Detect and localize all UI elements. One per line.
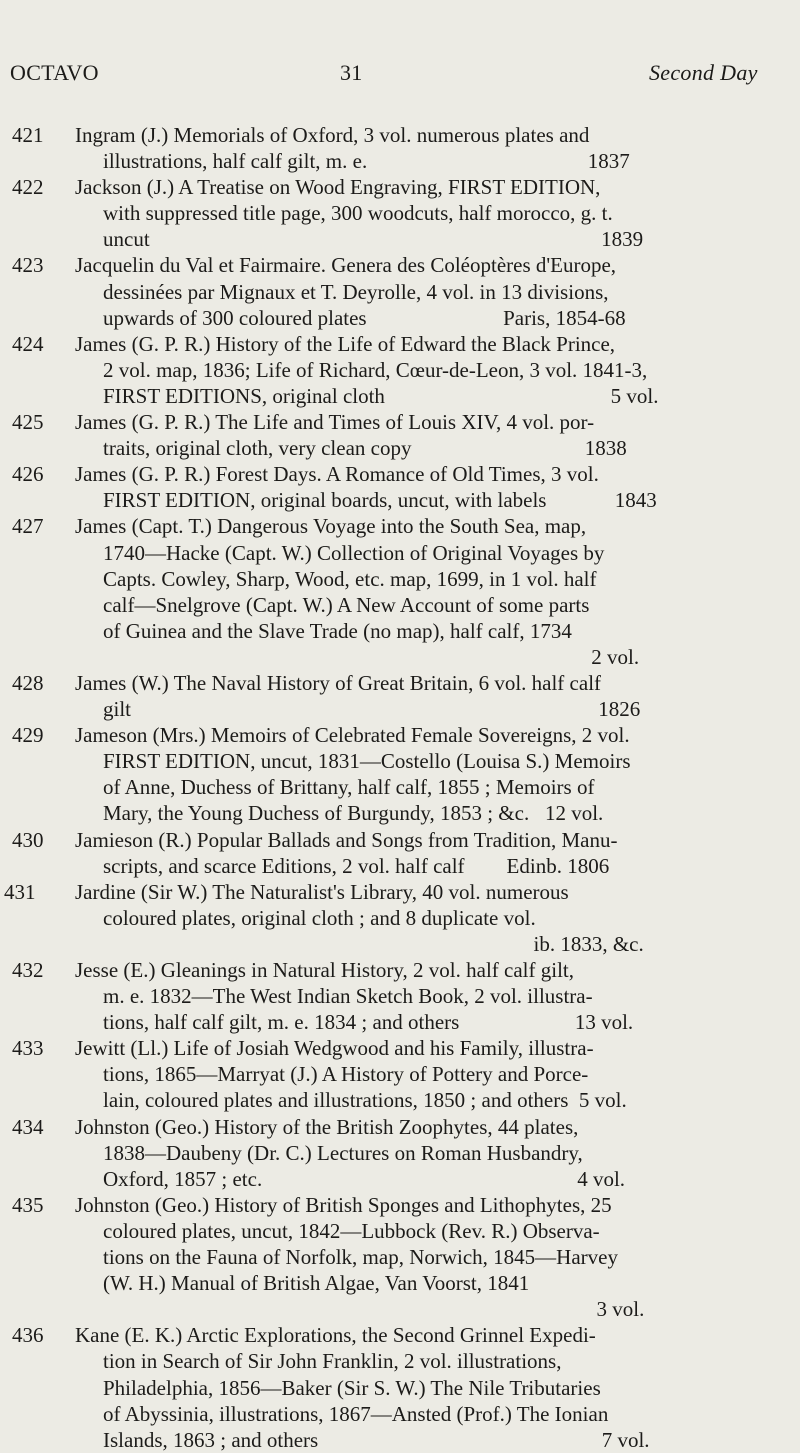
lot-description bbox=[75, 1192, 783, 1322]
lot-number: 430 bbox=[12, 827, 44, 852]
description-line: (W. H.) Manual of British Algae, Van Voorst, 1841 bbox=[103, 1271, 530, 1296]
lot-entry bbox=[0, 957, 800, 1035]
description-line: of Abyssinia, illustrations, 1867—Ansted (Prof.) The Ionian bbox=[103, 1401, 609, 1426]
description-line: Jewitt (Ll.) Life of Josiah Wedgwood and his Family, illustra- bbox=[75, 1036, 594, 1061]
description-line: calf—Snelgrove (Capt. W.) A New Account of some parts bbox=[103, 592, 590, 617]
page-number: 31 bbox=[340, 60, 363, 85]
lot-description bbox=[75, 1114, 783, 1192]
lot-description bbox=[75, 409, 783, 461]
lot-description bbox=[75, 174, 783, 252]
page-header bbox=[0, 60, 800, 90]
description-line: coloured plates, original cloth ; and 8 duplicate vol. bbox=[103, 905, 536, 930]
description-line: Jamieson (R.) Popular Ballads and Songs from Tradition, Manu- bbox=[75, 827, 618, 852]
lot-description bbox=[75, 461, 783, 513]
lot-entry bbox=[0, 513, 800, 670]
description-line: scripts, and scarce Editions, 2 vol. half calf Edinb. 1806 bbox=[103, 853, 610, 878]
description-line: Jameson (Mrs.) Memoirs of Celebrated Female Sovereigns, 2 vol. bbox=[75, 723, 630, 748]
lot-number: 429 bbox=[12, 723, 44, 748]
lot-entry bbox=[0, 722, 800, 826]
lot-number: 423 bbox=[12, 253, 44, 278]
description-line: Capts. Cowley, Sharp, Wood, etc. map, 1699, in 1 vol. half bbox=[103, 566, 597, 591]
header-day: Second Day bbox=[649, 60, 758, 85]
description-line: 3 vol. bbox=[103, 1297, 645, 1322]
lot-description bbox=[75, 1035, 783, 1113]
description-line: with suppressed title page, 300 woodcuts, half morocco, g. t. bbox=[103, 201, 613, 226]
lot-description bbox=[75, 513, 783, 670]
description-line: traits, original cloth, very clean copy 1838 bbox=[103, 436, 627, 461]
description-line: Islands, 1863 ; and others 7 vol. bbox=[103, 1427, 650, 1452]
description-line: uncut 1839 bbox=[103, 227, 644, 252]
description-line: FIRST EDITIONS, original cloth 5 vol. bbox=[103, 383, 659, 408]
lot-description bbox=[75, 122, 783, 174]
lot-description bbox=[75, 957, 783, 1035]
description-line: illustrations, half calf gilt, m. e. 1837 bbox=[103, 149, 630, 174]
description-line: James (G. P. R.) History of the Life of Edward the Black Prince, bbox=[75, 331, 616, 356]
description-line: Kane (E. K.) Arctic Explorations, the Second Grinnel Expedi- bbox=[75, 1323, 596, 1348]
description-line: Jackson (J.) A Treatise on Wood Engraving, FIRST EDITION, bbox=[75, 175, 601, 200]
description-line: James (G. P. R.) The Life and Times of Louis XIV, 4 vol. por- bbox=[75, 410, 595, 435]
lot-number: 431 bbox=[4, 879, 36, 904]
lot-description bbox=[75, 879, 783, 957]
description-line: gilt 1826 bbox=[103, 697, 641, 722]
lot-number: 433 bbox=[12, 1036, 44, 1061]
description-line: 1740—Hacke (Capt. W.) Collection of Original Voyages by bbox=[103, 540, 605, 565]
lot-list bbox=[0, 122, 800, 1453]
lot-description bbox=[75, 722, 783, 826]
description-line: James (G. P. R.) Forest Days. A Romance of Old Times, 3 vol. bbox=[75, 462, 599, 487]
lot-entry bbox=[0, 252, 800, 330]
lot-number: 428 bbox=[12, 670, 44, 695]
description-line: Mary, the Young Duchess of Burgundy, 1853 ; &c. 12 vol. bbox=[103, 801, 604, 826]
description-line: ib. 1833, &c. bbox=[103, 931, 644, 956]
lot-entry bbox=[0, 461, 800, 513]
description-line: tions, 1865—Marryat (J.) A History of Pottery and Porce- bbox=[103, 1062, 589, 1087]
lot-number: 434 bbox=[12, 1114, 44, 1139]
lot-number: 426 bbox=[12, 462, 44, 487]
description-line: of Anne, Duchess of Brittany, half calf, 1855 ; Memoirs of bbox=[103, 775, 595, 800]
description-line: James (W.) The Naval History of Great Britain, 6 vol. half calf bbox=[75, 670, 602, 695]
description-line: upwards of 300 coloured plates Paris, 1854-68 bbox=[103, 305, 626, 330]
lot-entry bbox=[0, 827, 800, 879]
header-format: OCTAVO bbox=[10, 60, 99, 85]
description-line: tion in Search of Sir John Franklin, 2 vol. illustrations, bbox=[103, 1349, 562, 1374]
description-line: Johnston (Geo.) History of British Sponges and Lithophytes, 25 bbox=[75, 1192, 612, 1217]
description-line: 2 vol. bbox=[103, 644, 640, 669]
description-line: Oxford, 1857 ; etc. 4 vol. bbox=[103, 1166, 626, 1191]
lot-number: 425 bbox=[12, 410, 44, 435]
lot-description bbox=[75, 252, 783, 330]
description-line: lain, coloured plates and illustrations, 1850 ; and others 5 vol. bbox=[103, 1088, 627, 1113]
description-line: Jesse (E.) Gleanings in Natural History, 2 vol. half calf gilt, bbox=[75, 958, 575, 982]
lot-number: 422 bbox=[12, 175, 44, 200]
lot-entry bbox=[0, 331, 800, 409]
description-line: Jacquelin du Val et Fairmaire. Genera des Coléoptères d'Europe, bbox=[75, 253, 617, 278]
description-line: James (Capt. T.) Dangerous Voyage into the South Sea, map, bbox=[75, 514, 587, 539]
lot-entry bbox=[0, 879, 800, 957]
lot-description bbox=[75, 670, 783, 722]
lot-entry bbox=[0, 122, 800, 174]
lot-entry bbox=[0, 409, 800, 461]
lot-entry bbox=[0, 1114, 800, 1192]
description-line: FIRST EDITION, original boards, uncut, with labels 1843 bbox=[103, 488, 657, 513]
lot-number: 436 bbox=[12, 1323, 44, 1348]
description-line: 1838—Daubeny (Dr. C.) Lectures on Roman Husbandry, bbox=[103, 1140, 583, 1165]
lot-number: 435 bbox=[12, 1192, 44, 1217]
description-line: Ingram (J.) Memorials of Oxford, 3 vol. numerous plates and bbox=[75, 123, 590, 147]
lot-entry bbox=[0, 1035, 800, 1113]
lot-number: 424 bbox=[12, 331, 44, 356]
lot-entry bbox=[0, 1192, 800, 1322]
lot-number: 421 bbox=[12, 123, 44, 147]
description-line: 2 vol. map, 1836; Life of Richard, Cœur-de-Leon, 3 vol. 1841-3, bbox=[103, 357, 648, 382]
description-line: Johnston (Geo.) History of the British Zoophytes, 44 plates, bbox=[75, 1114, 579, 1139]
lot-description bbox=[75, 827, 783, 879]
description-line: dessinées par Mignaux et T. Deyrolle, 4 vol. in 13 divisions, bbox=[103, 279, 609, 304]
description-line: of Guinea and the Slave Trade (no map), half calf, 1734 bbox=[103, 618, 572, 643]
description-line: coloured plates, uncut, 1842—Lubbock (Rev. R.) Observa- bbox=[103, 1218, 600, 1243]
lot-entry bbox=[0, 670, 800, 722]
lot-entry bbox=[0, 174, 800, 252]
description-line: FIRST EDITION, uncut, 1831—Costello (Louisa S.) Memoirs bbox=[103, 749, 631, 774]
lot-number: 427 bbox=[12, 514, 44, 539]
lot-entry bbox=[0, 1322, 800, 1452]
lot-description bbox=[75, 1322, 783, 1452]
description-line: Jardine (Sir W.) The Naturalist's Library, 40 vol. numerous bbox=[75, 879, 569, 904]
lot-description bbox=[75, 331, 783, 409]
description-line: tions on the Fauna of Norfolk, map, Norwich, 1845—Harvey bbox=[103, 1245, 618, 1270]
lot-number: 432 bbox=[12, 958, 44, 982]
description-line: Philadelphia, 1856—Baker (Sir S. W.) The Nile Tributaries bbox=[103, 1375, 601, 1400]
description-line: tions, half calf gilt, m. e. 1834 ; and others 13 vol. bbox=[103, 1010, 634, 1035]
description-line: m. e. 1832—The West Indian Sketch Book, 2 vol. illustra- bbox=[103, 984, 593, 1009]
